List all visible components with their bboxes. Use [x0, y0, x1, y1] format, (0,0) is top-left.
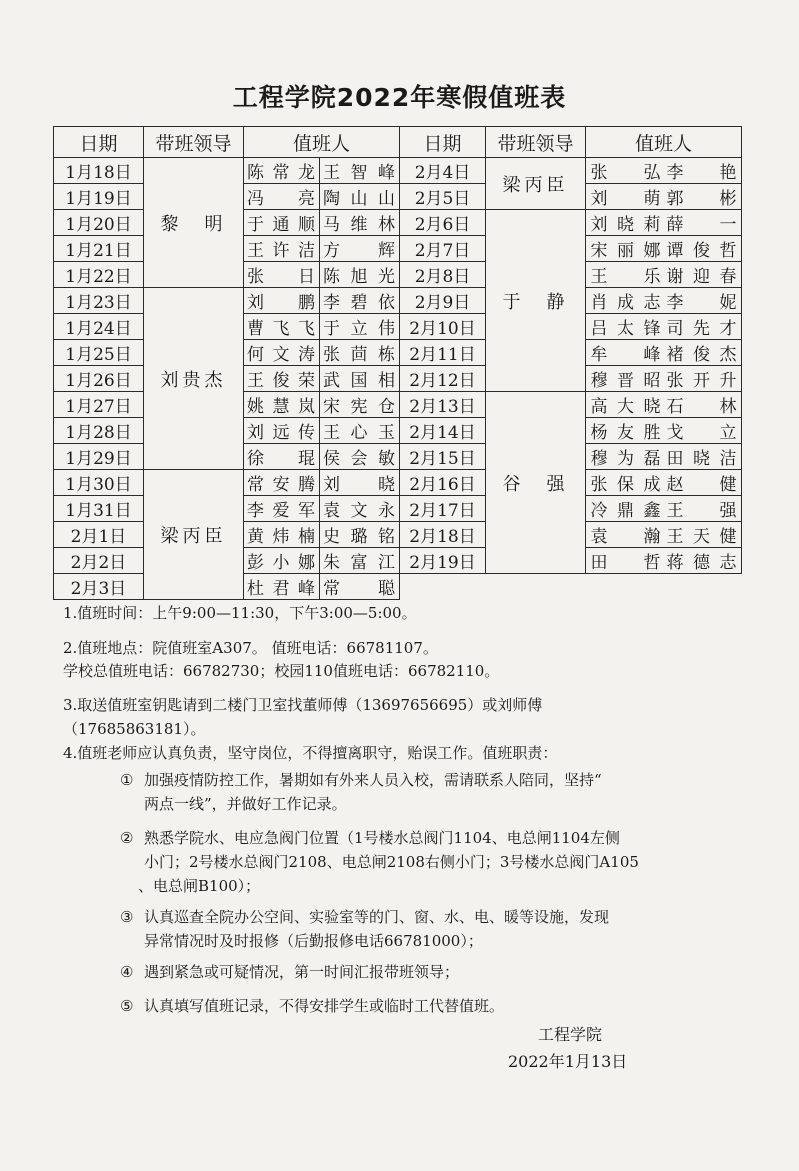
staff-cell: 史璐铭 [320, 522, 400, 548]
staff-cell: 杜君峰 [244, 574, 320, 600]
staff-pair-cell [586, 340, 742, 366]
staff-pair-cell [586, 262, 742, 288]
staff-pair-cell [586, 522, 742, 548]
staff-cell: 刘 晓 [320, 470, 400, 496]
staff-cell: 张茴栋 [320, 340, 400, 366]
date-cell: 2月4日 [400, 158, 486, 184]
date-cell: 2月10日 [400, 314, 486, 340]
staff-name: 谢迎春 [666, 267, 737, 287]
date-cell: 1月27日 [54, 392, 144, 418]
staff-cell: 马维林 [320, 210, 400, 236]
staff-name: 谭俊哲 [666, 241, 737, 261]
staff-name: 王 强 [666, 501, 737, 521]
staff-pair-cell [586, 392, 742, 418]
staff-name: 刘晓莉 [590, 215, 661, 235]
staff-pair-cell [586, 184, 742, 210]
staff-name: 李 妮 [666, 293, 737, 313]
staff-name: 宋丽娜 [590, 241, 661, 261]
note-location: 2.值班地点：院值班室A307。 值班电话：66781107。 [63, 639, 438, 657]
staff-cell: 常安腾 [244, 470, 320, 496]
staff-name: 田 哲 [590, 553, 661, 573]
staff-cell: 宋宪仓 [320, 392, 400, 418]
staff-pair-cell [586, 210, 742, 236]
date-cell: 1月18日 [54, 158, 144, 184]
staff-name: 赵 健 [666, 475, 737, 495]
staff-name: 戈 立 [666, 423, 737, 443]
staff-cell: 侯会敏 [320, 444, 400, 470]
staff-cell: 李爱军 [244, 496, 320, 522]
staff-cell: 朱富江 [320, 548, 400, 574]
header-leader-2: 带班领导 [486, 127, 586, 158]
note-keys: 3.取送值班室钥匙请到二楼门卫室找董师傅（13697656695）或刘师傅 [63, 696, 543, 714]
header-staff: 值班人 [244, 127, 400, 158]
date-cell: 1月26日 [54, 366, 144, 392]
date-cell: 2月5日 [400, 184, 486, 210]
staff-name: 田晓洁 [666, 449, 737, 469]
leader-cell: 梁丙臣 [486, 158, 586, 210]
staff-cell: 王许洁 [244, 236, 320, 262]
note-phones: 学校总值班电话：66782730；校园110值班电话：66782110。 [63, 662, 500, 680]
staff-name: 吕太锋 [590, 319, 661, 339]
staff-cell: 常 聪 [320, 574, 400, 600]
leader-cell: 谷 强 [486, 392, 586, 574]
staff-pair-cell [586, 288, 742, 314]
staff-name: 张 弘 [590, 163, 661, 183]
staff-name: 王 乐 [590, 267, 661, 287]
staff-cell: 徐 琨 [244, 444, 320, 470]
staff-name: 郭 彬 [666, 189, 737, 209]
staff-pair-cell [586, 158, 742, 184]
empty-cell [400, 574, 742, 600]
date-cell: 1月31日 [54, 496, 144, 522]
staff-cell: 刘远传 [244, 418, 320, 444]
staff-cell: 刘 鹏 [244, 288, 320, 314]
staff-pair-cell [586, 496, 742, 522]
date-cell: 1月21日 [54, 236, 144, 262]
date-cell: 2月11日 [400, 340, 486, 366]
date-cell: 1月22日 [54, 262, 144, 288]
date-cell: 2月16日 [400, 470, 486, 496]
staff-pair-cell [586, 470, 742, 496]
staff-cell: 彭小娜 [244, 548, 320, 574]
staff-name: 褚俊杰 [666, 345, 737, 365]
staff-cell: 冯 亮 [244, 184, 320, 210]
date-cell: 2月15日 [400, 444, 486, 470]
leader-cell: 黎 明 [144, 158, 244, 288]
date-cell: 2月14日 [400, 418, 486, 444]
staff-name: 刘 萌 [590, 189, 661, 209]
signature-org: 工程学院 [538, 1025, 603, 1044]
staff-name: 张开升 [666, 371, 737, 391]
staff-pair-cell [586, 366, 742, 392]
signature-date: 2022年1月13日 [508, 1052, 628, 1071]
staff-name: 高大晓 [590, 397, 661, 417]
page-title: 工程学院2022年寒假值班表 [232, 83, 567, 112]
date-cell: 2月2日 [54, 548, 144, 574]
date-cell: 2月8日 [400, 262, 486, 288]
staff-name: 肖成志 [590, 293, 661, 313]
staff-pair-cell [586, 444, 742, 470]
table-row [54, 158, 742, 184]
staff-name: 蒋德志 [666, 553, 737, 573]
staff-name: 石 林 [666, 397, 737, 417]
date-cell: 1月19日 [54, 184, 144, 210]
header-date: 日期 [54, 127, 144, 158]
date-cell: 2月6日 [400, 210, 486, 236]
date-cell: 2月18日 [400, 522, 486, 548]
staff-cell: 姚慧岚 [244, 392, 320, 418]
staff-cell: 于立伟 [320, 314, 400, 340]
table-header-row [54, 127, 742, 158]
staff-cell: 于通顺 [244, 210, 320, 236]
header-date-2: 日期 [400, 127, 486, 158]
staff-name: 张保成 [590, 475, 661, 495]
staff-cell: 王俊荣 [244, 366, 320, 392]
note-duties: 4.值班老师应认真负责，坚守岗位，不得擅离职守，贻误工作。值班职责： [63, 744, 558, 762]
note-keys-phone: （17685863181）。 [63, 720, 206, 738]
duty-table [53, 126, 742, 600]
staff-name: 穆晋昭 [590, 371, 661, 391]
staff-name: 王天健 [666, 527, 737, 547]
staff-cell: 黄炜楠 [244, 522, 320, 548]
staff-name: 冷鼎鑫 [590, 501, 661, 521]
leader-cell: 刘贵杰 [144, 288, 244, 470]
staff-name: 牟 峰 [590, 345, 661, 365]
date-cell: 1月20日 [54, 210, 144, 236]
staff-pair-cell [586, 548, 742, 574]
table-row [54, 470, 742, 496]
table-row [54, 288, 742, 314]
staff-cell: 李碧依 [320, 288, 400, 314]
date-cell: 2月13日 [400, 392, 486, 418]
staff-pair-cell [586, 314, 742, 340]
staff-cell: 武国相 [320, 366, 400, 392]
staff-cell: 陈常龙 [244, 158, 320, 184]
staff-cell: 方 辉 [320, 236, 400, 262]
staff-name: 杨友胜 [590, 423, 661, 443]
date-cell: 2月9日 [400, 288, 486, 314]
header-staff-2: 值班人 [586, 127, 742, 158]
date-cell: 1月24日 [54, 314, 144, 340]
date-cell: 2月17日 [400, 496, 486, 522]
staff-cell: 王心玉 [320, 418, 400, 444]
date-cell: 2月12日 [400, 366, 486, 392]
staff-name: 穆为磊 [590, 449, 661, 469]
staff-cell: 张 日 [244, 262, 320, 288]
leader-cell: 于 静 [486, 210, 586, 392]
staff-pair-cell [586, 418, 742, 444]
staff-cell: 陶山山 [320, 184, 400, 210]
date-cell: 2月7日 [400, 236, 486, 262]
staff-name: 李 艳 [666, 163, 737, 183]
date-cell: 2月3日 [54, 574, 144, 600]
date-cell: 1月28日 [54, 418, 144, 444]
date-cell: 2月1日 [54, 522, 144, 548]
date-cell: 1月25日 [54, 340, 144, 366]
date-cell: 1月23日 [54, 288, 144, 314]
staff-cell: 曹飞飞 [244, 314, 320, 340]
date-cell: 1月30日 [54, 470, 144, 496]
header-leader: 带班领导 [144, 127, 244, 158]
staff-cell: 王智峰 [320, 158, 400, 184]
staff-name: 薛 一 [666, 215, 737, 235]
date-cell: 1月29日 [54, 444, 144, 470]
staff-name: 司先才 [666, 319, 737, 339]
note-time: 1.值班时间：上午9:00—11:30，下午3:00—5:00。 [63, 604, 417, 622]
date-cell: 2月19日 [400, 548, 486, 574]
staff-cell: 何文涛 [244, 340, 320, 366]
leader-cell: 梁丙臣 [144, 470, 244, 600]
staff-pair-cell [586, 236, 742, 262]
staff-cell: 陈旭光 [320, 262, 400, 288]
staff-name: 袁 瀚 [590, 527, 661, 547]
staff-cell: 袁文永 [320, 496, 400, 522]
